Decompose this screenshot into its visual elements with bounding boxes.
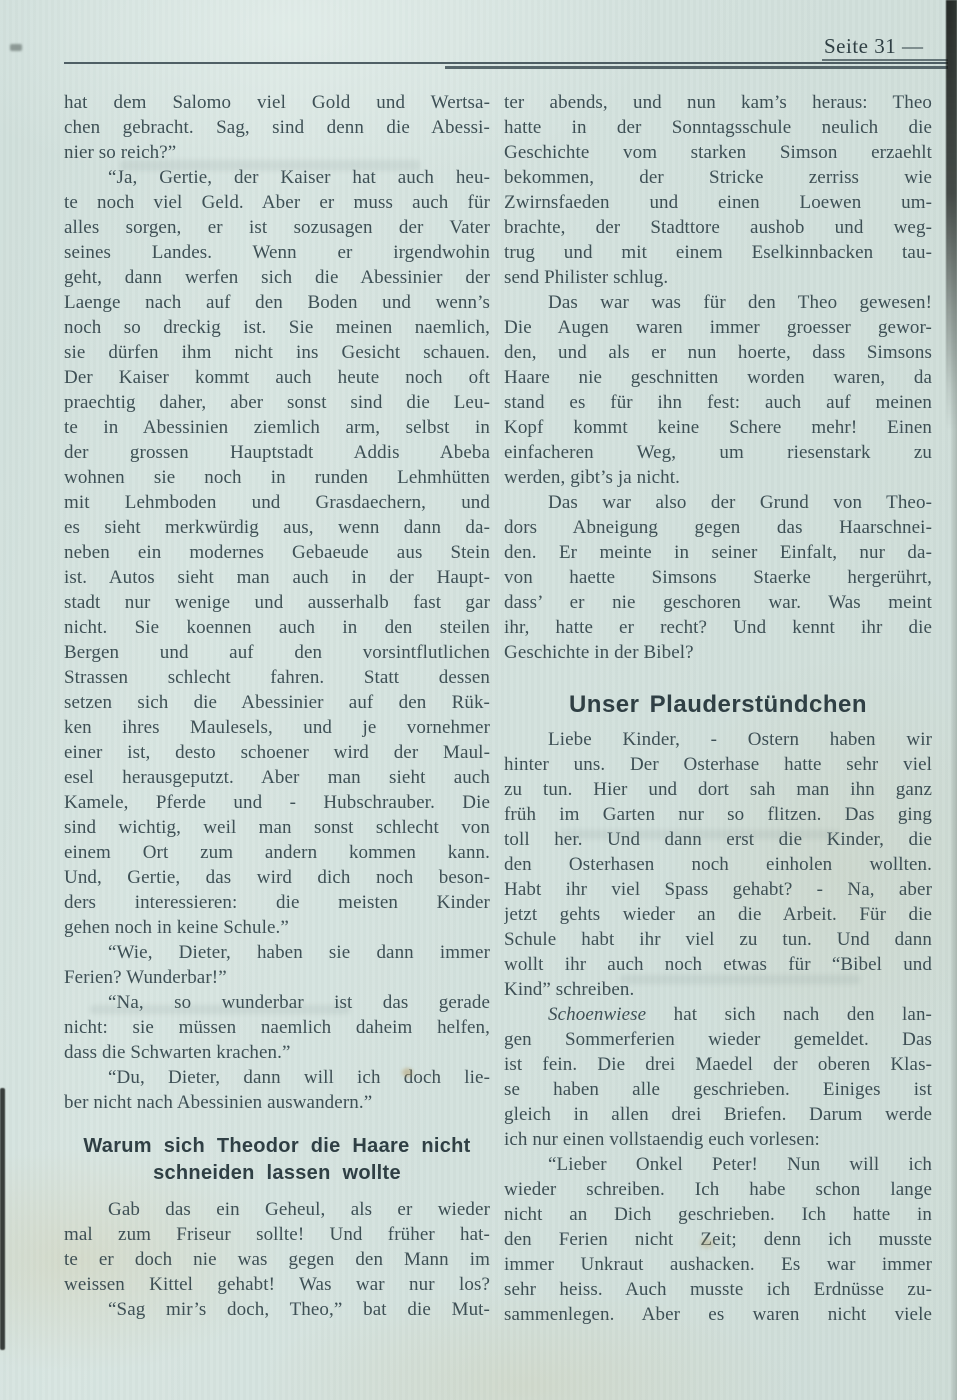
- text-line: noch so dreckig ist. Sie meinen naemlich,: [64, 317, 490, 338]
- text-line: brachte, der Stadttore aushob und weg-: [504, 217, 932, 238]
- text-line: wollt ihr auch noch etwas für “Bibel und: [504, 954, 932, 975]
- text-line: hatte in der Sonntagsschule neulich die: [504, 117, 932, 138]
- heading-line: Warum sich Theodor die Haare nicht: [83, 1135, 471, 1157]
- text-line: Das war also der Grund von Theo-: [548, 492, 932, 513]
- two-column-text-body: [64, 90, 932, 1327]
- text-line: trug und mit einem Eselkinnbacken tau-: [504, 242, 932, 263]
- page-number-label: Seite 31 —: [824, 34, 924, 58]
- text-line: “Na, so wunderbar ist das gerade: [108, 992, 490, 1013]
- page-label-underline: [822, 59, 948, 61]
- left-text-column: [64, 90, 490, 1327]
- text-line: den Ferien nicht Zeit; denn ich musste: [504, 1229, 932, 1250]
- text-line: “Lieber Onkel Peter! Nun will ich: [548, 1154, 932, 1175]
- text-line: te noch viel Geld. Aber er muss auch für: [64, 192, 490, 213]
- text-line: seines Landes. Wenn er irgendwohin: [64, 242, 490, 263]
- text-line: früh im Garten nur so flitzen. Das ging: [504, 804, 932, 825]
- text-line: nicht. Sie koennen auch in den steilen: [64, 617, 490, 638]
- paragraph: [64, 165, 490, 940]
- text-line: sehr heiss. Auch musste ich Erdnüsse zu-: [504, 1279, 932, 1300]
- text-line: Habt ihr viel Spass gehabt? - Na, aber: [504, 879, 932, 900]
- text-line: “Ja, Gertie, der Kaiser hat auch heu-: [108, 167, 490, 188]
- text-line: hat dem Salomo viel Gold und Wertsa-: [64, 92, 490, 113]
- text-line: dors Abneigung gegen das Haarschnei-: [504, 517, 932, 538]
- right-text-column: [504, 90, 932, 1327]
- text-line: te er doch nie was gegen den Mann im: [64, 1249, 490, 1270]
- text-line: ders interessieren: die meisten Kinder: [64, 892, 490, 913]
- italic-text: Schoenwiese: [548, 1004, 647, 1025]
- text-line: zu tun. Hier und dort sah man ihn ganz: [504, 779, 932, 800]
- text-line: se haben alle geschrieben. Einiges ist: [504, 1079, 932, 1100]
- text-line: send Philister schlug.: [504, 267, 669, 288]
- paragraph: [504, 1152, 932, 1327]
- text-line: gen Sommerferien wieder gemeldet. Das: [504, 1029, 932, 1050]
- text-line: Laenge nach auf den Boden und wenn’s: [64, 292, 490, 313]
- text-line: weissen Kittel gehabt! Was war nur los?: [64, 1274, 490, 1295]
- paragraph: [504, 90, 932, 290]
- text-line: sie dürfen ihm nicht ins Gesicht schauen.: [64, 342, 490, 363]
- text-line: ist. Autos sieht man auch in der Haupt-: [64, 567, 490, 588]
- text-line: Kind” schreiben.: [504, 979, 635, 1000]
- text-line: wieder schreiben. Ich habe schon lange: [504, 1179, 932, 1200]
- text-line: “Sag mir’s doch, Theo,” bat die Mut-: [108, 1299, 490, 1320]
- scan-mark-top-left: [10, 44, 22, 51]
- text-line: esel herausgeputzt. Aber man sieht auch: [64, 767, 490, 788]
- text-line: praechtig daher, aber sonst sind die Leu-: [64, 392, 490, 413]
- text-line: Strassen schlecht fahren. Statt dessen: [64, 667, 490, 688]
- text-line: jetzt gehts wieder an die Arbeit. Für die: [504, 904, 932, 925]
- text-line: mal zum Friseur sollte! Und früher hat-: [64, 1224, 490, 1245]
- scan-edge-shadow-right: [946, 0, 957, 430]
- paragraph: [504, 727, 932, 1002]
- text-line: Geschichte in der Bibel?: [504, 642, 694, 663]
- text-line: dass die Schwarten krachen.”: [64, 1042, 291, 1063]
- text-line: Schoenwiese hat sich nach den lan-: [548, 1004, 932, 1025]
- paragraph: [64, 1297, 490, 1322]
- text-line: ken ihres Maulesels, und je vornehmer: [64, 717, 490, 738]
- paragraph: [64, 1065, 490, 1115]
- text-line: stadt nur wenige und ausserhalb fast gar: [64, 592, 490, 613]
- text-line: einer ist, desto schoener wird der Maul-: [64, 742, 490, 763]
- text-line: von haette Simsons Staerke hergerührt,: [504, 567, 932, 588]
- text-line: “Wie, Dieter, haben sie dann immer: [108, 942, 490, 963]
- paragraph: [504, 290, 932, 490]
- text-line: ter abends, und nun kam’s heraus: Theo: [504, 92, 932, 113]
- header-rule: [64, 62, 948, 64]
- text-line: Zwirnsfaeden und einen Loewen um-: [504, 192, 932, 213]
- paragraph: [64, 90, 490, 165]
- paragraph: [504, 490, 932, 665]
- text-line: stand es für ihn fest: auch auf meinen: [504, 392, 932, 413]
- text-line: te in Abessinien ziemlich arm, selbst in: [64, 417, 490, 438]
- text-line: mit Lehmboden und Grasdaechern, und: [64, 492, 490, 513]
- text-line: Geschichte vom starken Simson erzaehlt: [504, 142, 932, 163]
- heading-line: schneiden lassen wollte: [153, 1162, 401, 1184]
- text-line: geht, dann werfen sich die Abessinier der: [64, 267, 490, 288]
- text-line: Das war was für den Theo gewesen!: [548, 292, 932, 313]
- text-line: Bergen und auf den vorsintflutlichen: [64, 642, 490, 663]
- text-line: bekommen, der Stricke zerriss wie: [504, 167, 932, 188]
- text-line: es sieht merkwürdig aus, wenn dann da-: [64, 517, 490, 538]
- text-line: Und, Gertie, das wird dich noch beson-: [64, 867, 490, 888]
- text-line: den. Er meinte in seiner Einfalt, nur da-: [504, 542, 932, 563]
- text-line: wohnen sie noch in runden Lehmhütten: [64, 467, 490, 488]
- text-line: ber nicht nach Abessinien auswandern.”: [64, 1092, 373, 1113]
- text-line: sammenlegen. Aber es waren nicht viele: [504, 1304, 932, 1325]
- paragraph: [64, 1197, 490, 1297]
- text-line: hinter uns. Der Osterhase hatte sehr viel: [504, 754, 932, 775]
- text-line: “Du, Dieter, dann will ich doch lie-: [108, 1067, 490, 1088]
- text-line: Ferien? Wunderbar!”: [64, 967, 227, 988]
- text-line: ihr, hatte er recht? Und kennt ihr die: [504, 617, 932, 638]
- text-line: chen gebracht. Sag, sind denn die Abessi-: [64, 117, 490, 138]
- text-line: Gab das ein Geheul, als er wieder: [108, 1199, 490, 1220]
- text-line: den, und als er nun hoerte, dass Simsons: [504, 342, 932, 363]
- text-line: werden, gibt’s ja nicht.: [504, 467, 680, 488]
- text-line: Die Augen waren immer groesser gewor-: [504, 317, 932, 338]
- text-line: immer Unkraut aushacken. Es war immer: [504, 1254, 932, 1275]
- paragraph: [64, 990, 490, 1065]
- paragraph: [64, 940, 490, 990]
- text-line: ich nur einen vollstaendig euch vorlesen:: [504, 1129, 820, 1150]
- text-line: einfacheren Weg, um riesenstark zu: [504, 442, 932, 463]
- text-line: nicht an Dich geschrieben. Ich hatte in: [504, 1204, 932, 1225]
- text-line: Der Kaiser kommt auch heute noch oft: [64, 367, 490, 388]
- text-line: dass’ er nie geschoren war. Was meint: [504, 592, 932, 613]
- text-line: Schule habt ihr viel zu tun. Und dann: [504, 929, 932, 950]
- text-line: nier so reich?”: [64, 142, 177, 163]
- text-line: gleich in allen drei Briefen. Darum werde: [504, 1104, 932, 1125]
- scan-edge-soft-right: [950, 0, 957, 1400]
- text-line: gehen noch in keine Schule.”: [64, 917, 289, 938]
- scan-edge-shadow-left: [0, 1088, 5, 1350]
- text-line: nicht: sie müssen naemlich daheim helfen,: [64, 1017, 490, 1038]
- text-line: neben ein modernes Gebaeude aus Stein: [64, 542, 490, 563]
- text-line: Liebe Kinder, - Ostern haben wir: [548, 729, 932, 750]
- heading-line: Unser Plauderstündchen: [568, 691, 868, 718]
- header-rule-heavy: [445, 66, 948, 69]
- text-line: der grossen Hauptstadt Addis Abeba: [64, 442, 490, 463]
- text-line: toll her. Und dann erst die Kinder, die: [504, 829, 932, 850]
- section-heading-plauderstuendchen: [504, 691, 932, 719]
- text-line: Kamele, Pferde und - Hubschrauber. Die: [64, 792, 490, 813]
- text-line: sind wichtig, weil man sonst schlecht von: [64, 817, 490, 838]
- text-line: setzen sich die Abessinier auf den Rük-: [64, 692, 490, 713]
- text-line: alles sorgen, er ist sozusagen der Vater: [64, 217, 490, 238]
- paragraph: [504, 1002, 932, 1152]
- text-line: Kopf kommt keine Schere mehr! Einen: [504, 417, 932, 438]
- text-line: Haare nie geschnitten worden waren, da: [504, 367, 932, 388]
- story-heading-theodor: [64, 1133, 490, 1187]
- text-line: einem Ort zum andern kommen kann.: [64, 842, 490, 863]
- text-line: ist fein. Die drei Maedel der oberen Klas-: [504, 1054, 932, 1075]
- text-line: den Osterhasen noch einholen wollten.: [504, 854, 932, 875]
